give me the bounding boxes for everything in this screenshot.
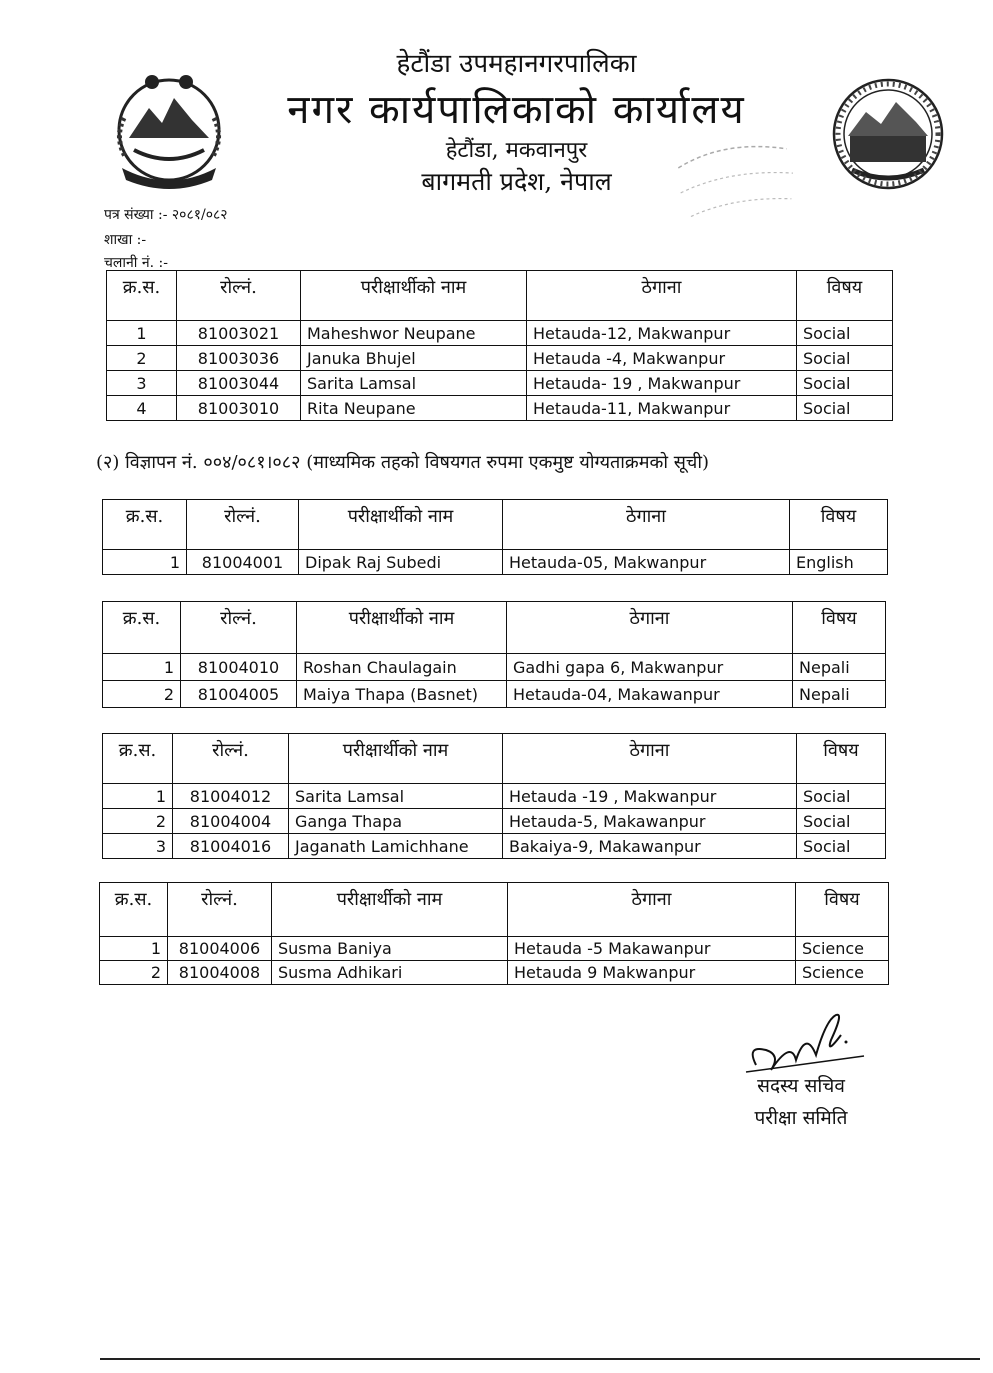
col-roll: रोल्नं. xyxy=(181,602,297,654)
cell-address: Hetauda-11, Makwanpur xyxy=(527,396,797,421)
table-row xyxy=(107,371,893,396)
col-sn: क्र.स. xyxy=(100,883,168,937)
col-address: ठेगाना xyxy=(508,883,796,937)
cell-name: Januka Bhujel xyxy=(301,346,527,371)
cell-sn: 1 xyxy=(107,321,177,346)
cell-address: Hetauda-04, Makawanpur xyxy=(507,681,793,708)
table-row xyxy=(107,346,893,371)
cell-roll: 81004016 xyxy=(173,834,289,859)
cell-subject: Social xyxy=(797,396,893,421)
dispatch-number: चलानी नं. :- xyxy=(104,255,168,271)
table-row xyxy=(100,937,889,961)
col-subject: विषय xyxy=(790,500,888,550)
cell-subject: Science xyxy=(796,961,889,985)
cell-name: Maiya Thapa (Basnet) xyxy=(297,681,507,708)
cell-sn: 1 xyxy=(100,937,168,961)
cell-name: Jaganath Lamichhane xyxy=(289,834,503,859)
cell-sn: 3 xyxy=(103,834,173,859)
cell-name: Ganga Thapa xyxy=(289,809,503,834)
col-roll: रोल्नं. xyxy=(173,734,289,784)
cell-roll: 81004010 xyxy=(181,654,297,681)
cell-name: Roshan Chaulagain xyxy=(297,654,507,681)
branch-label: शाखा :- xyxy=(104,232,147,248)
merit-table-social xyxy=(102,733,886,859)
section-2-title: (२) विज्ञापन नं. ००४/०८१।०८२ (माध्यमिक तहको विषयगत रुपमा एकमुष्ट योग्यताक्रमको सूची) xyxy=(96,452,710,473)
col-sn: क्र.स. xyxy=(107,271,177,321)
cell-subject: English xyxy=(790,550,888,575)
letter-number: पत्र संख्या :- २०८१/०८२ xyxy=(104,207,228,223)
cell-address: Hetauda-5, Makawanpur xyxy=(503,809,797,834)
merit-table-english xyxy=(102,499,888,575)
cell-roll: 81003021 xyxy=(177,321,301,346)
signature-block xyxy=(726,1010,876,1130)
cell-name: Maheshwor Neupane xyxy=(301,321,527,346)
col-subject: विषय xyxy=(796,883,889,937)
col-roll: रोल्नं. xyxy=(177,271,301,321)
col-name: परीक्षार्थीको नाम xyxy=(299,500,503,550)
cell-roll: 81004012 xyxy=(173,784,289,809)
municipality-name: हेटौंडा उपमहानगरपालिका xyxy=(396,49,637,79)
province-line: बागमती प्रदेश, नेपाल xyxy=(421,167,612,196)
table-row xyxy=(103,654,886,681)
cell-sn: 4 xyxy=(107,396,177,421)
cell-sn: 1 xyxy=(103,784,173,809)
cell-name: Susma Baniya xyxy=(272,937,508,961)
cell-roll: 81003036 xyxy=(177,346,301,371)
cell-roll: 81003044 xyxy=(177,371,301,396)
cell-address: Hetauda 9 Makwanpur xyxy=(508,961,796,985)
cell-subject: Social xyxy=(797,809,886,834)
table-row xyxy=(103,550,888,575)
cell-roll: 81004004 xyxy=(173,809,289,834)
col-name: परीक्षार्थीको नाम xyxy=(289,734,503,784)
cell-name: Susma Adhikari xyxy=(272,961,508,985)
cell-address: Hetauda-05, Makwanpur xyxy=(503,550,790,575)
cell-subject: Social xyxy=(797,834,886,859)
col-roll: रोल्नं. xyxy=(187,500,299,550)
col-roll: रोल्नं. xyxy=(168,883,272,937)
cell-address: Hetauda -4, Makwanpur xyxy=(527,346,797,371)
cell-subject: Social xyxy=(797,371,893,396)
col-name: परीक्षार्थीको नाम xyxy=(297,602,507,654)
cell-roll: 81004006 xyxy=(168,937,272,961)
signatory-title: सदस्य सचिव xyxy=(757,1075,845,1097)
cell-subject: Nepali xyxy=(793,654,886,681)
col-subject: विषय xyxy=(797,734,886,784)
col-sn: क्र.स. xyxy=(103,734,173,784)
cell-subject: Social xyxy=(797,784,886,809)
table-row xyxy=(107,321,893,346)
cell-roll: 81004005 xyxy=(181,681,297,708)
cell-sn: 3 xyxy=(107,371,177,396)
table-row xyxy=(103,784,886,809)
col-subject: विषय xyxy=(797,271,893,321)
cell-roll: 81004008 xyxy=(168,961,272,985)
col-address: ठेगाना xyxy=(527,271,797,321)
cell-sn: 2 xyxy=(103,681,181,708)
cell-sn: 1 xyxy=(103,654,181,681)
cell-name: Rita Neupane xyxy=(301,396,527,421)
table-row xyxy=(100,961,889,985)
col-sn: क्र.स. xyxy=(103,500,187,550)
office-title: नगर कार्यपालिकाको कार्यालय xyxy=(287,87,746,133)
table-row xyxy=(103,809,886,834)
cell-address: Hetauda -19 , Makwanpur xyxy=(503,784,797,809)
cell-subject: Nepali xyxy=(793,681,886,708)
cell-name: Sarita Lamsal xyxy=(301,371,527,396)
cell-subject: Social xyxy=(797,346,893,371)
col-address: ठेगाना xyxy=(507,602,793,654)
cell-address: Bakaiya-9, Makawanpur xyxy=(503,834,797,859)
cell-address: Hetauda -5 Makawanpur xyxy=(508,937,796,961)
cell-address: Gadhi gapa 6, Makwanpur xyxy=(507,654,793,681)
office-address: हेटौंडा, मकवानपुर xyxy=(445,138,588,163)
cell-sn: 2 xyxy=(103,809,173,834)
merit-table-1 xyxy=(106,270,893,421)
col-name: परीक्षार्थीको नाम xyxy=(301,271,527,321)
cell-roll: 81004001 xyxy=(187,550,299,575)
cell-roll: 81003010 xyxy=(177,396,301,421)
table-row xyxy=(103,681,886,708)
col-name: परीक्षार्थीको नाम xyxy=(272,883,508,937)
cell-sn: 2 xyxy=(107,346,177,371)
merit-table-science xyxy=(99,882,889,985)
bottom-divider xyxy=(100,1358,980,1360)
cell-address: Hetauda- 19 , Makwanpur xyxy=(527,371,797,396)
cell-name: Dipak Raj Subedi xyxy=(299,550,503,575)
col-address: ठेगाना xyxy=(503,734,797,784)
col-address: ठेगाना xyxy=(503,500,790,550)
merit-table-nepali xyxy=(102,601,886,708)
col-sn: क्र.स. xyxy=(103,602,181,654)
cell-address: Hetauda-12, Makwanpur xyxy=(527,321,797,346)
col-subject: विषय xyxy=(793,602,886,654)
cell-sn: 2 xyxy=(100,961,168,985)
cell-sn: 1 xyxy=(103,550,187,575)
table-row xyxy=(107,396,893,421)
cell-name: Sarita Lamsal xyxy=(289,784,503,809)
committee-name: परीक्षा समिति xyxy=(754,1107,848,1129)
cell-subject: Social xyxy=(797,321,893,346)
cell-subject: Science xyxy=(796,937,889,961)
signature-icon xyxy=(736,1010,866,1080)
table-row xyxy=(103,834,886,859)
